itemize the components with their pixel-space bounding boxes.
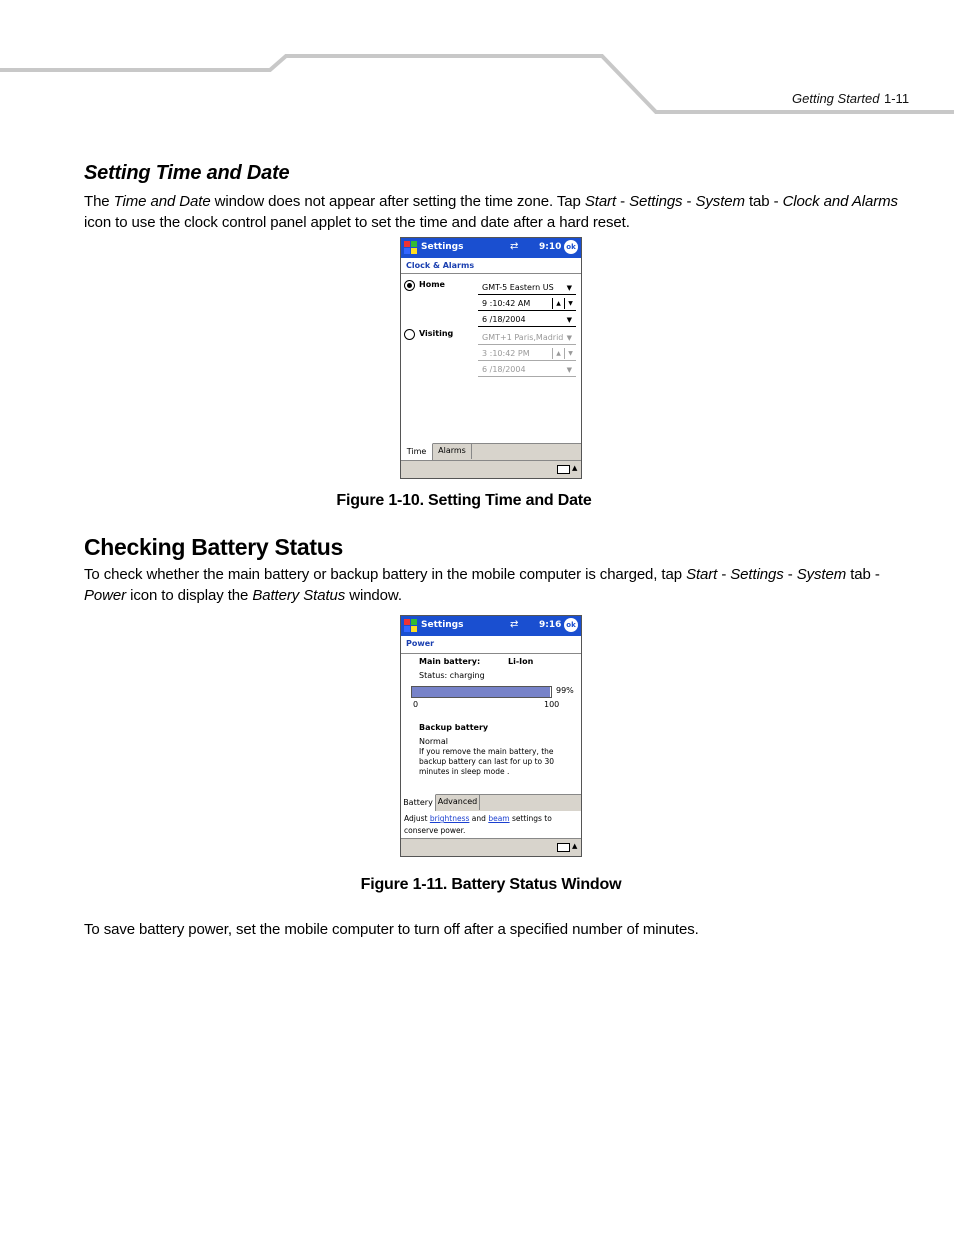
visiting-label: Visiting (419, 329, 454, 338)
home-label: Home (419, 280, 445, 289)
keyboard-icon[interactable] (557, 465, 570, 474)
tab-battery[interactable]: Battery (401, 794, 436, 811)
ok-button[interactable]: ok (564, 618, 578, 632)
tab-bar (401, 443, 581, 460)
visit-time-input[interactable]: 3 :10:42 PM ▲ ▼ (478, 348, 576, 361)
visiting-radio[interactable] (404, 329, 415, 340)
paragraph-save-power: To save battery power, set the mobile computer to turn off after a specified number of minutes. (84, 921, 699, 938)
ok-button[interactable]: ok (564, 240, 578, 254)
page-number: 1-11 (884, 91, 910, 106)
section-title-time-date: Setting Time and Date (84, 162, 290, 184)
home-radio[interactable] (404, 280, 415, 291)
dropdown-arrow-icon: ▼ (566, 334, 572, 342)
backup-battery-note: If you remove the main battery, the backup battery can last for up to 30 minutes in sleep mode . (419, 747, 555, 776)
keyboard-icon[interactable] (557, 843, 570, 852)
beam-link[interactable]: beam (488, 814, 510, 823)
home-date-input[interactable]: 6 /18/2004 ▼ (478, 314, 576, 327)
tab-bar (401, 794, 581, 811)
spin-up-icon[interactable]: ▲ (552, 298, 564, 309)
scale-min: 0 (413, 700, 419, 709)
figure-caption-1-10: Figure 1-10. Setting Time and Date (336, 492, 592, 509)
tab-alarms[interactable]: Alarms (433, 443, 472, 459)
battery-charge-bar (411, 686, 552, 698)
windows-flag-icon[interactable] (403, 240, 418, 255)
charge-percent: 99% (556, 686, 574, 695)
section-title-battery: Checking Battery Status (84, 534, 343, 560)
home-time-input[interactable]: 9 :10:42 AM ▲ ▼ (478, 298, 576, 311)
panel-heading: Clock & Alarms (406, 261, 475, 270)
tab-advanced[interactable]: Advanced (436, 794, 480, 810)
windows-flag-icon[interactable] (403, 618, 418, 633)
dropdown-arrow-icon: ▼ (566, 366, 572, 374)
visit-date-input[interactable]: 6 /18/2004 ▼ (478, 364, 576, 377)
backup-battery-status: Normal (419, 737, 448, 746)
command-bar (401, 838, 581, 857)
header-rule (0, 50, 954, 120)
paragraph-battery: To check whether the main battery or backup battery in the mobile computer is charged, tap Start - Settings - System tab - Power icon to display the Battery Status window. (84, 566, 880, 604)
visit-timezone-select[interactable]: GMT+1 Paris,Madrid ▼ (478, 332, 576, 345)
home-timezone-select[interactable]: GMT-5 Eastern US ▼ (478, 282, 576, 295)
backup-battery-label: Backup battery (419, 723, 489, 732)
clock-readout: 9:16 (539, 620, 562, 630)
clock-alarms-screenshot (400, 237, 582, 479)
panel-heading: Power (406, 639, 435, 648)
main-battery-type: Li-Ion (508, 657, 534, 666)
input-caret-icon[interactable]: ▲ (572, 842, 578, 850)
title-bar (401, 616, 581, 636)
spin-down-icon[interactable]: ▼ (564, 348, 576, 359)
battery-status-screenshot (400, 615, 582, 857)
app-title: Settings (421, 620, 464, 630)
spin-down-icon[interactable]: ▼ (564, 298, 576, 309)
brightness-link[interactable]: brightness (429, 814, 470, 823)
paragraph-time-date: The Time and Date window does not appear after setting the time zone. Tap Start - Settings - System tab - Clock and Alarms icon to use the clock control panel applet to set the time and date after a hard reset. (84, 193, 898, 231)
title-bar (401, 238, 581, 258)
running-header: Getting Started (792, 91, 880, 106)
input-caret-icon[interactable]: ▲ (572, 464, 578, 472)
dropdown-arrow-icon: ▼ (566, 316, 572, 324)
adjust-settings-text: Adjust brightness and beam settings to conserve power. (404, 814, 552, 835)
connectivity-icon[interactable]: ⇄ (510, 241, 519, 252)
main-battery-label: Main battery: (419, 657, 481, 666)
app-title: Settings (421, 242, 464, 252)
connectivity-icon[interactable]: ⇄ (510, 619, 519, 630)
figure-caption-1-11: Figure 1-11. Battery Status Window (360, 876, 622, 893)
spin-up-icon[interactable]: ▲ (552, 348, 564, 359)
command-bar (401, 460, 581, 479)
tab-time[interactable]: Time (401, 443, 433, 460)
clock-readout: 9:10 (539, 242, 562, 252)
dropdown-arrow-icon: ▼ (566, 284, 572, 292)
scale-max: 100 (544, 700, 560, 709)
battery-status-text: Status: charging (419, 671, 485, 680)
